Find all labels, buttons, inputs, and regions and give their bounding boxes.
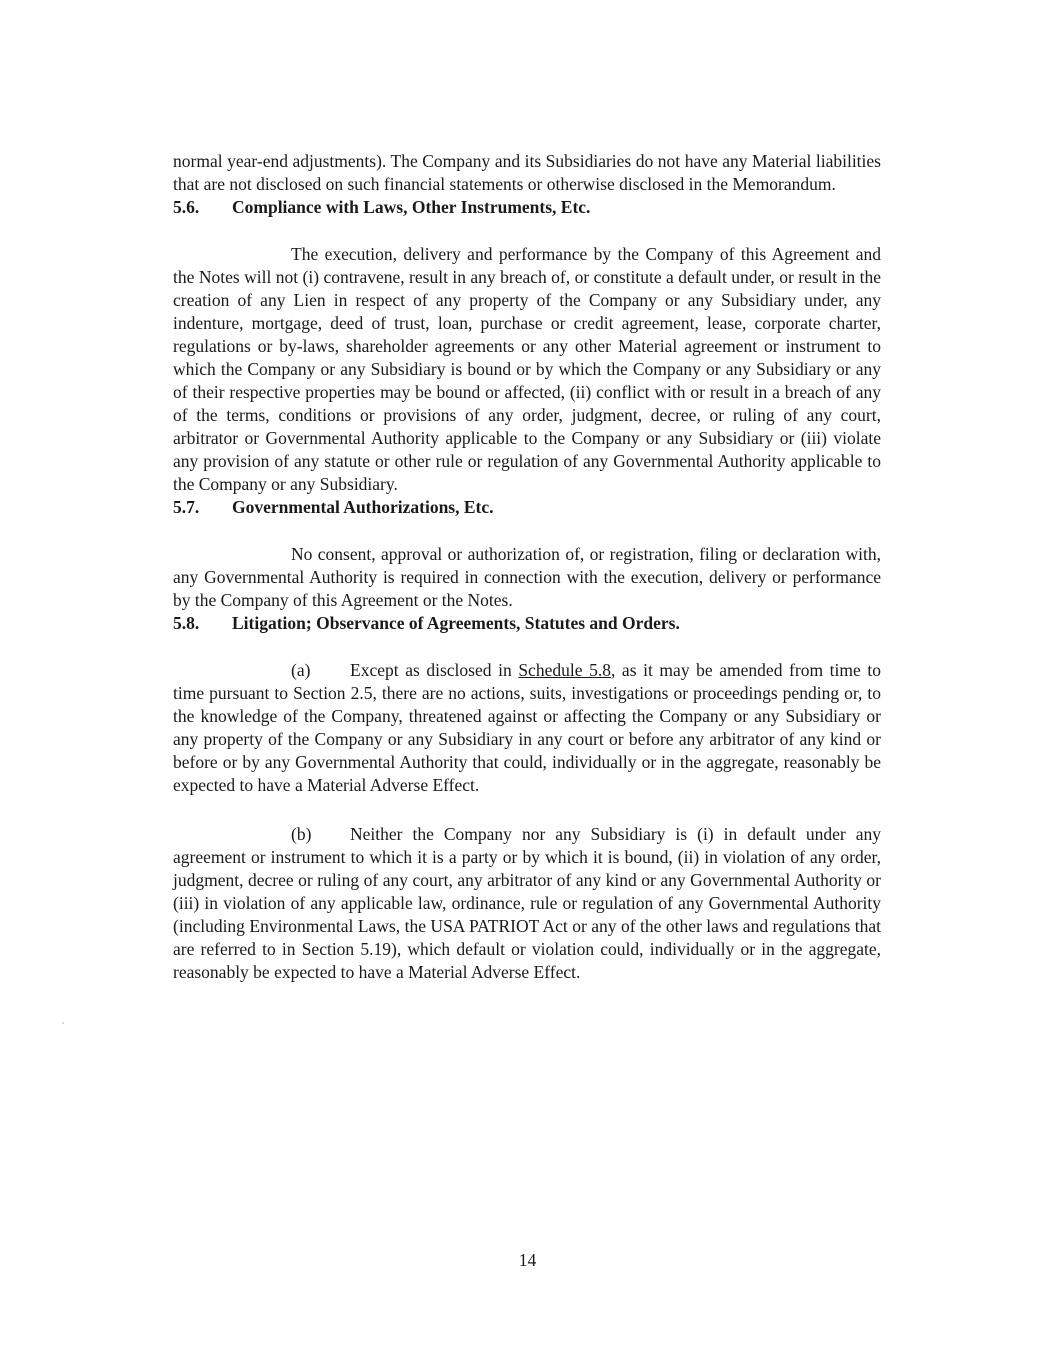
item-label: (a) [291,660,311,680]
item-body-text: , as it may be amended from time to time pursuant to Section 2.5, there are no actions, suits, investigations or proceedings pending or, to the knowledge of the Company, threatened against or affecting the Company or any Subsidiary or any property of the Company or any Subsidiary in any court or before any arbitrator of any kind or before or by any Governmental Authority that could, individually or in the aggregate, reasonably be expected to have a Material Adverse Effect. [173,660,881,795]
section-number: 5.7. [173,497,200,517]
section-title: Governmental Authorizations, Etc. [232,497,494,517]
section-title: Compliance with Laws, Other Instruments, Etc. [232,197,591,217]
section-5-7-body: No consent, approval or authorization of, or registration, filing or declaration with, any Governmental Authority is required in connection with the execution, delivery or performance by the Company of this Agreement or the Notes. [173,544,881,610]
section-5-6-body: The execution, delivery and performance by the Company of this Agreement and the Notes will not (i) contravene, result in any breach of, or constitute a default under, or result in the creation of any Lien in respect of any property of the Company or any Subsidiary under, any indenture, mortgage, deed of trust, loan, purchase or credit agreement, lease, corporate charter, regulations or by-laws, shareholder agreements or any other Material agreement or instrument to which the Company or any Subsidiary is bound or by which the Company or any Subsidiary or any of their respective properties may be bound or affected, (ii) conflict with or result in a breach of any of the terms, conditions or provisions of any order, judgment, decree, or ruling of any court, arbitrator or Governmental Authority applicable to the Company or any Subsidiary or (iii) violate any provision of any statute or other rule or regulation of any Governmental Authority applicable to the Company or any Subsidiary. [173,244,881,494]
section-5-8-a-paragraph [173,659,881,797]
scan-speck [62,1022,64,1024]
page-number: 14 [518,1250,537,1270]
item-body-text: Neither the Company nor any Subsidiary is (i) in default under any agreement or instrument to which it is a party or by which it is bound, (ii) in violation of any order, judgment, decree or ruling of any court, any arbitrator of any kind or any Governmental Authority or (iii) in violation of any applicable law, ordinance, rule or regulation of any Governmental Authority (including Environmental Laws, the USA PATRIOT Act or any of the other laws and regulations that are referred to in Section 5.19), which default or violation could, individually or in the aggregate, reasonably be expected to have a Material Adverse Effect. [173,824,881,982]
section-5-6-heading [173,196,881,219]
item-lead-text: Except as disclosed in [350,660,519,680]
section-number: 5.8. [173,613,200,633]
intro-paragraph: normal year-end adjustments). The Company and its Subsidiaries do not have any Material liabilities that are not disclosed on such financial statements or otherwise disclosed in the Memorandum. [173,151,881,194]
section-5-8-heading [173,612,881,635]
item-label: (b) [291,824,312,844]
section-5-7-heading [173,496,881,519]
section-title: Litigation; Observance of Agreements, Statutes and Orders. [232,613,680,633]
section-5-8-b-paragraph [173,823,881,984]
schedule-reference: Schedule 5.8 [518,660,611,680]
document-page [173,150,881,984]
section-number: 5.6. [173,197,200,217]
